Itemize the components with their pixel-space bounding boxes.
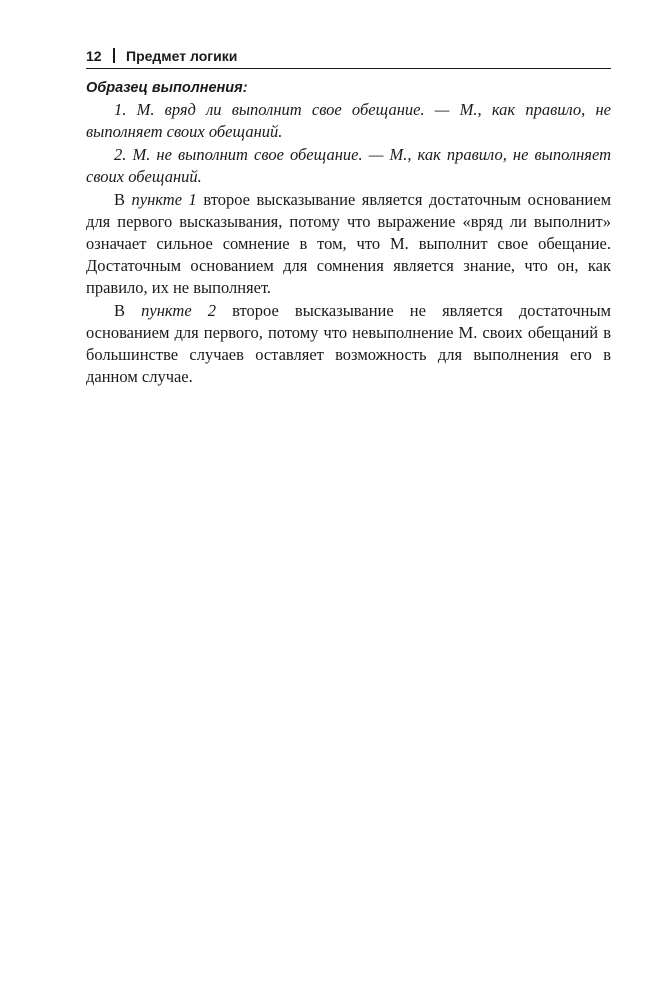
paragraph-lead: В [114,190,132,209]
page-body [86,78,611,389]
paragraph-point-1 [86,189,611,299]
paragraph-text: второе высказывание является достаточным основанием для первого высказывания, потому что выражение «вряд ли выполнит» означает сильное сомнение в том, что М. выполнит свое обещание. Достаточным основанием для сомнения является знание, что он, как правило, их не выполняет. [86,190,612,297]
example-heading: Образец выполнения: [86,80,248,96]
paragraph-emphasis: пункте 2 [141,301,217,320]
paragraph-point-2 [86,300,611,388]
page-header [86,46,611,69]
header-divider [113,48,115,63]
paragraph-emphasis: пункте 1 [131,190,197,209]
page-number: 12 [86,48,102,64]
example-item-2: 2. М. не выполнит свое обещание. — М., как правило, не выполняет своих обещаний. [86,145,611,186]
example-item-1: 1. М. вряд ли выполнит свое обещание. — М., как правило, не выполняет своих обещаний. [86,100,611,141]
paragraph-lead: В [114,301,142,320]
running-title: Предмет логики [126,48,238,64]
paragraph-text: второе высказывание не является достаточным основанием для первого, потому что невыполнение М. своих обещаний в большинстве случаев оставляет возможность для выполнения его в данном случае. [86,301,611,386]
